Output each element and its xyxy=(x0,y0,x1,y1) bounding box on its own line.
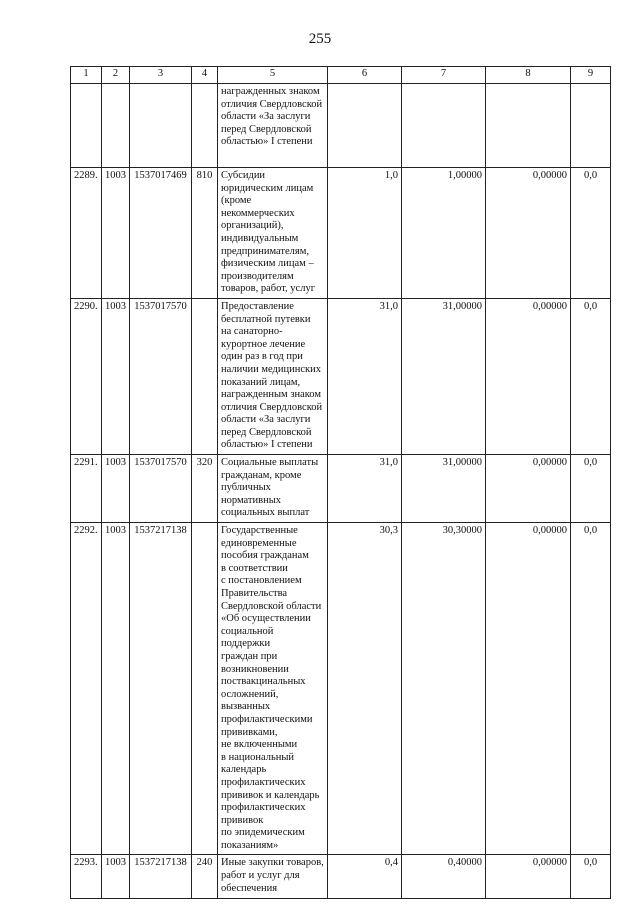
table-body xyxy=(71,84,611,899)
percent: 0,0 xyxy=(571,455,611,523)
description-text: Социальные выплаты гражданам, кроме публичных нормативных социальных выплат xyxy=(221,457,319,519)
description-text: награжденных знаком отличия Свердловской области «За заслуги перед Свердловской областью» I степени xyxy=(221,86,323,148)
page-number: 255 xyxy=(308,31,332,47)
section-code: 1003 xyxy=(102,523,130,855)
header-col-2: 2 xyxy=(102,67,130,84)
description-text: Субсидии юридическим лицам (кроме некоммерческих организаций), индивидуальным предпринимателям, физическим лицам – производителям товаров, работ, услуг xyxy=(221,170,316,295)
expense-type-code xyxy=(192,298,218,454)
sum-regional: 30,30000 xyxy=(402,523,486,855)
target-code: 1537017570 xyxy=(130,455,192,523)
description-text: Предоставление бесплатной путевки на санаторно- курортное лечение один раз в год при наличии медицинских показаний лицам, награжденным знаком отличия Свердловской области «За заслуги перед Свердловской областью» I степени xyxy=(221,300,323,451)
header-col-4: 4 xyxy=(192,67,218,84)
description-cell xyxy=(218,455,328,523)
expense-type-code: 810 xyxy=(192,168,218,299)
expense-type-code xyxy=(192,84,218,168)
table-row xyxy=(71,523,611,855)
sum-regional: 0,40000 xyxy=(402,855,486,899)
table-header xyxy=(71,67,611,84)
expense-type-code xyxy=(192,523,218,855)
target-code: 1537217138 xyxy=(130,855,192,899)
budget-table xyxy=(70,66,611,899)
description-text: Государственные единовременные пособия гражданам в соответствии с постановлением Правительства Свердловской области «Об осуществлении социальной поддержки граждан при возникновении поствакцинальных осложнений, вызванных профилактическими прививками, не включенными в национальный календарь профилактических прививок и календарь профилактических прививок по эпидемическим показаниям» xyxy=(221,525,322,851)
expense-type-code: 320 xyxy=(192,455,218,523)
target-code: 1537017570 xyxy=(130,298,192,454)
table-row xyxy=(71,168,611,299)
row-number: 2290. xyxy=(71,298,102,454)
header-col-9: 9 xyxy=(571,67,611,84)
sum-total: 0,4 xyxy=(328,855,402,899)
row-number xyxy=(71,84,102,168)
sum-federal: 0,00000 xyxy=(486,523,571,855)
percent: 0,0 xyxy=(571,523,611,855)
row-number: 2291. xyxy=(71,455,102,523)
sum-total xyxy=(328,84,402,168)
sum-federal: 0,00000 xyxy=(486,855,571,899)
row-number: 2289. xyxy=(71,168,102,299)
header-row xyxy=(71,67,611,84)
table-row xyxy=(71,298,611,454)
section-code: 1003 xyxy=(102,855,130,899)
header-col-3: 3 xyxy=(130,67,192,84)
percent: 0,0 xyxy=(571,168,611,299)
sum-regional xyxy=(402,84,486,168)
table-row xyxy=(71,855,611,899)
sum-federal: 0,00000 xyxy=(486,455,571,523)
sum-regional: 31,00000 xyxy=(402,455,486,523)
sum-regional: 31,00000 xyxy=(402,298,486,454)
description-cell xyxy=(218,84,328,168)
expense-type-code: 240 xyxy=(192,855,218,899)
sum-total: 30,3 xyxy=(328,523,402,855)
section-code: 1003 xyxy=(102,298,130,454)
header-col-7: 7 xyxy=(402,67,486,84)
header-col-1: 1 xyxy=(71,67,102,84)
target-code xyxy=(130,84,192,168)
section-code xyxy=(102,84,130,168)
sum-federal: 0,00000 xyxy=(486,168,571,299)
header-col-5: 5 xyxy=(218,67,328,84)
sum-federal xyxy=(486,84,571,168)
row-number: 2293. xyxy=(71,855,102,899)
target-code: 1537217138 xyxy=(130,523,192,855)
description-cell xyxy=(218,168,328,299)
section-code: 1003 xyxy=(102,455,130,523)
target-code: 1537017469 xyxy=(130,168,192,299)
description-cell xyxy=(218,298,328,454)
table-row xyxy=(71,84,611,168)
description-text: Иные закупки товаров, работ и услуг для обеспечения xyxy=(221,857,324,894)
sum-total: 31,0 xyxy=(328,455,402,523)
description-cell xyxy=(218,855,328,899)
sum-total: 1,0 xyxy=(328,168,402,299)
header-col-8: 8 xyxy=(486,67,571,84)
percent: 0,0 xyxy=(571,298,611,454)
table-row xyxy=(71,455,611,523)
percent xyxy=(571,84,611,168)
header-col-6: 6 xyxy=(328,67,402,84)
row-number: 2292. xyxy=(71,523,102,855)
sum-federal: 0,00000 xyxy=(486,298,571,454)
sum-total: 31,0 xyxy=(328,298,402,454)
percent: 0,0 xyxy=(571,855,611,899)
sum-regional: 1,00000 xyxy=(402,168,486,299)
section-code: 1003 xyxy=(102,168,130,299)
description-cell xyxy=(218,523,328,855)
